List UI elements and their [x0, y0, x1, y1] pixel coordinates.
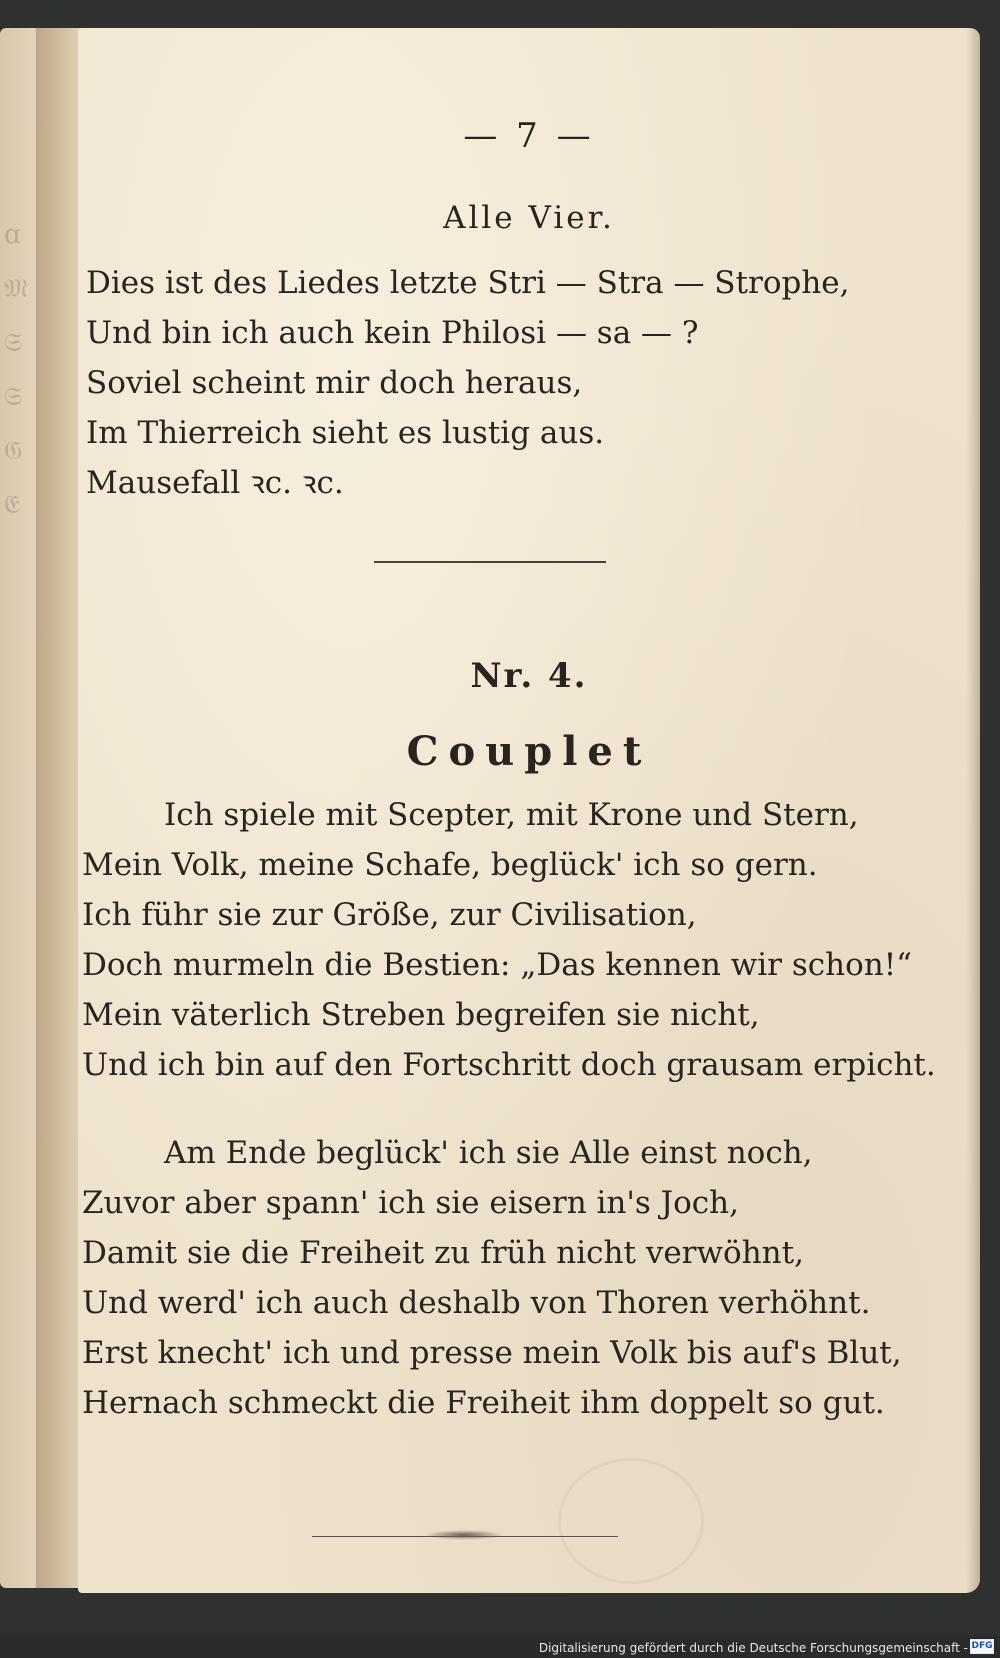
verse-line: Und ich bin auf den Fortschritt doch grausam erpicht. [82, 1047, 936, 1083]
section-heading-alle-vier: Alle Vier. [443, 200, 615, 236]
verse-line: Im Thierreich sieht es lustig aus. [86, 415, 605, 451]
verse-line: Und werd' ich auch deshalb von Thoren verhöhnt. [82, 1285, 871, 1321]
verse-line: Ich spiele mit Scepter, mit Krone und Stern, [164, 797, 859, 833]
verse-line: Am Ende beglück' ich sie Alle einst noch, [164, 1135, 813, 1171]
funding-notice: Digitalisierung gefördert durch die Deutsche Forschungsgemeinschaft - [538, 1641, 968, 1655]
verse-line: Und bin ich auch kein Philosi — sa — ? [86, 315, 699, 351]
digitization-footer [0, 1636, 1000, 1658]
stanza-1 [82, 790, 936, 1090]
verse-line: Damit sie die Freiheit zu früh nicht verwöhnt, [82, 1235, 804, 1271]
piece-number: Nr. 4. [470, 656, 588, 696]
verse-line: Mein Volk, meine Schafe, beglück' ich so gern. [82, 847, 818, 883]
page-number: — 7 — [463, 116, 595, 156]
book-gutter [36, 28, 84, 1588]
verse-line: Doch murmeln die Bestien: „Das kennen wir schon!“ [82, 947, 913, 983]
verse-line: Erst knecht' ich und presse mein Volk bis auf's Blut, [82, 1335, 902, 1371]
library-stamp-bleedthrough [558, 1458, 704, 1584]
previous-page-bleed-marks: ɑ 𝔐 𝔖 𝔖 𝔊 𝔈 [4, 220, 28, 520]
verse-line: Mein väterlich Streben begreifen sie nicht, [82, 997, 760, 1033]
verse-line: Hernach schmeckt die Freiheit ihm doppelt so gut. [82, 1385, 885, 1421]
verse-line: Ich führ sie zur Größe, zur Civilisation, [82, 897, 697, 933]
verse-line: Dies ist des Liedes letzte Stri — Stra — Strophe, [86, 265, 850, 301]
verse-line: Mausefall ꝛc. ꝛc. [86, 465, 344, 501]
verse-block-closing [86, 258, 850, 508]
dfg-logo-icon: DFG [970, 1639, 994, 1654]
verse-line: Soviel scheint mir doch heraus, [86, 365, 583, 401]
page-edge-shadow [966, 28, 980, 1593]
book-page [78, 28, 980, 1593]
stanza-2 [82, 1128, 902, 1428]
section-divider-rule [374, 561, 606, 563]
piece-title: Couplet [406, 728, 652, 775]
verse-line: Zuvor aber spann' ich sie eisern in's Joch, [82, 1185, 739, 1221]
end-ornament [424, 1530, 504, 1540]
